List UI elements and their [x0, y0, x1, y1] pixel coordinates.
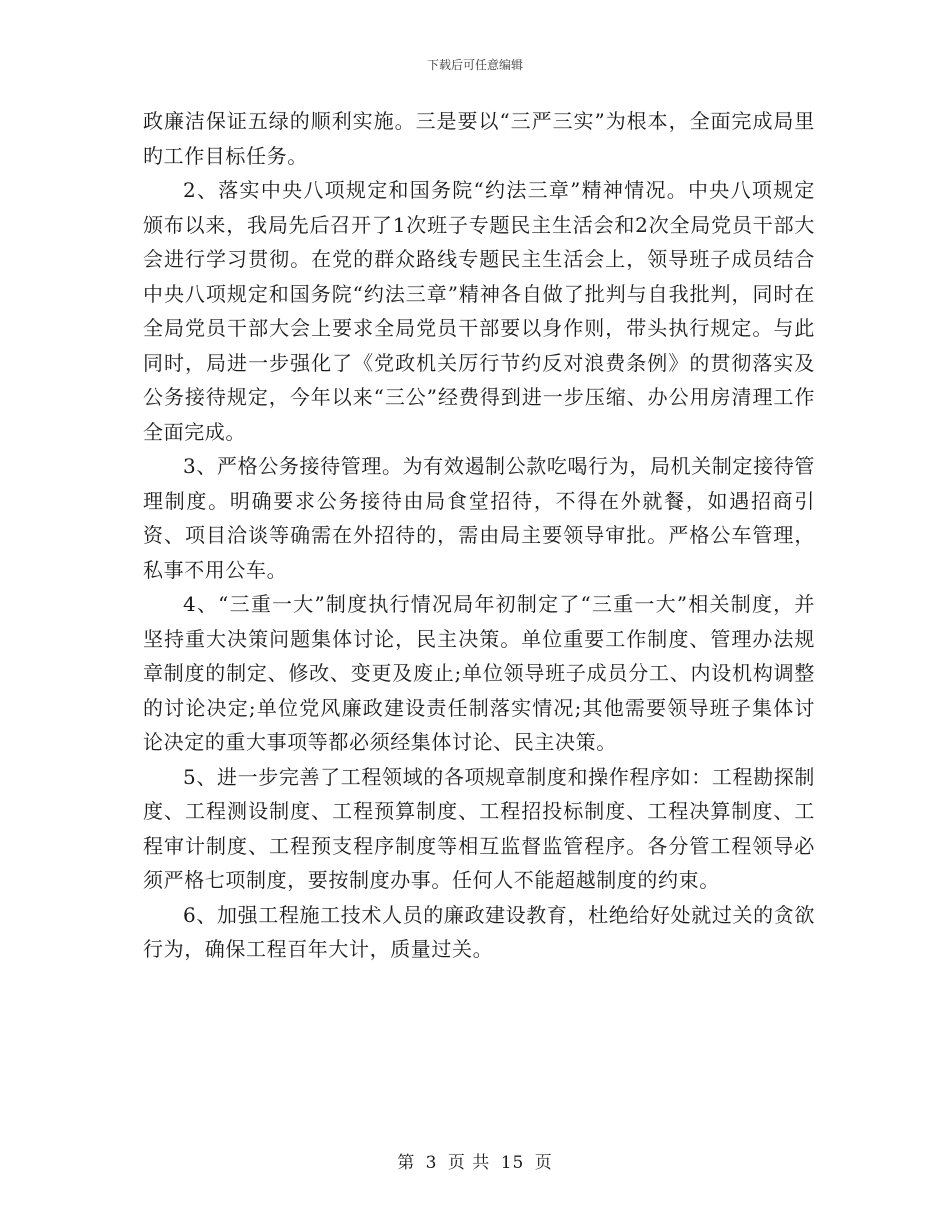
paragraph-2: 2、落实中央八项规定和国务院“约法三章”精神情况。中央八项规定颁布以来，我局先后召开了1次班子专题民主生活会和2次全局党员干部大会进行学习贯彻。在党的群众路线专题民主生活会上，领导班子成员结合中央八项规定和国务院“约法三章”精神各自做了批判与自我批判，同时在全局党员干部大会上要求全局党员干部要以身作则，带头执行规定。与此同时，局进一步强化了《党政机关厉行节约反对浪费条例》的贯彻落实及公务接待规定，今年以来“三公”经费得到进一步压缩、办公用房清理工作全面完成。 — [143, 178, 815, 444]
page-header: 下载后可任意编辑 — [426, 58, 523, 72]
footer-suffix: 页 — [534, 1153, 553, 1173]
footer-prefix: 第 — [397, 1153, 416, 1173]
document-body — [143, 104, 815, 967]
paragraph-6: 6、加强工程施工技术人员的廉政建设教育，杜绝给好处就过关的贪欲行为，确保工程百年大计，质量过关。 — [143, 902, 815, 961]
page-footer — [0, 1148, 950, 1173]
paragraph-5: 5、进一步完善了工程领域的各项规章制度和操作程序如：工程勘探制度、工程测设制度、工程预算制度、工程招投标制度、工程决算制度、工程审计制度、工程预支程序制度等相互监督监管程序。各分管工程领导必须严格七项制度，要按制度办事。任何人不能超越制度的约束。 — [143, 764, 815, 892]
total-page-count: 15 — [500, 1153, 525, 1173]
paragraph-4: 4、“三重一大”制度执行情况局年初制定了“三重一大”相关制度，并坚持重大决策问题集体讨论，民主决策。单位重要工作制度、管理办法规章制度的制定、修改、变更及废止;单位领导班子成员分工、内设机构调整的讨论决定;单位党风廉政建设责任制落实情况;其他需要领导班子集体讨论决定的重大事项等都必须经集体讨论、民主决策。 — [143, 592, 815, 754]
footer-middle: 页 共 — [447, 1153, 491, 1173]
paragraph-continuation: 政廉洁保证五绿的顺利实施。三是要以“三严三实”为根本，全面完成局里旳工作目标任务。 — [143, 109, 815, 168]
paragraph-3: 3、严格公务接待管理。为有效遏制公款吃喝行为，局机关制定接待管理制度。明确要求公务接待由局食堂招待，不得在外就餐，如遇招商引资、项目洽谈等确需在外招待的，需由局主要领导审批。严格公车管理，私事不用公车。 — [143, 454, 815, 582]
current-page-number: 3 — [425, 1153, 438, 1173]
